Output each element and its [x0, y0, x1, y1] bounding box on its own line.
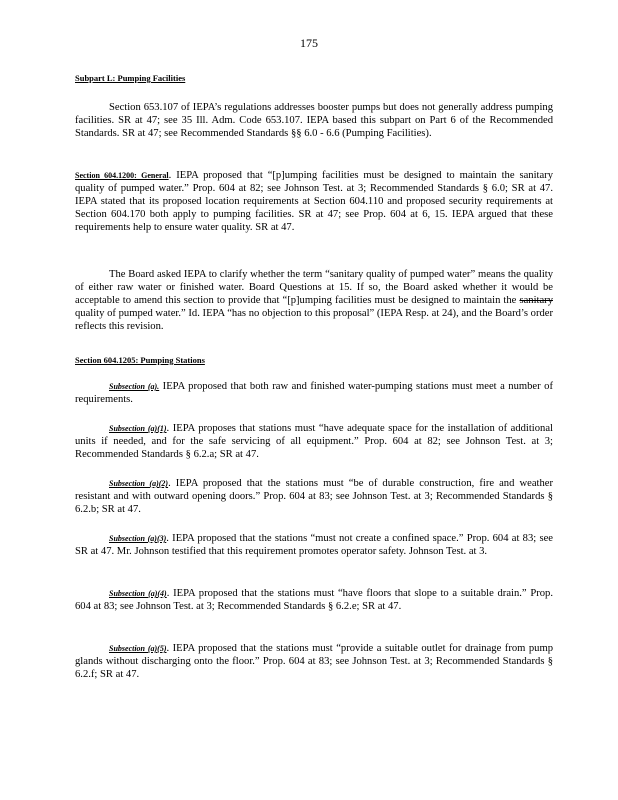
- board-text-b: quality of pumped water.” Id. IEPA “has no objection to this proposal” (IEPA Resp. at 24), and the Board’s order reflects this revision.: [75, 308, 553, 332]
- subsection-label: Subsection (a)(4): [109, 589, 167, 598]
- subsection-label: Subsection (a)(1): [109, 424, 167, 433]
- subsection-a5-paragraph: [75, 642, 553, 681]
- board-question-paragraph: [75, 268, 553, 333]
- section-1200-label: Section 604.1200: General: [75, 171, 169, 180]
- subsection-text: . IEPA proposed that the stations must “have floors that slope to a suitable drain.” Prop. 604 at 83; see Johnson Test. at 3; Recommended Standards § 6.2.e; SR at 47.: [75, 588, 553, 612]
- struck-word: sanitary: [519, 295, 553, 306]
- page-number: 175: [300, 36, 318, 50]
- subsection-a2-paragraph: [75, 477, 553, 516]
- board-text-a: The Board asked IEPA to clarify whether the term “sanitary quality of pumped water” means the quality of either raw water or finished water. Board Questions at 15. If so, the Board asked whether it would be acceptable to amend this section to provide that “[p]umping facilities must be designed to maintain the: [75, 269, 553, 306]
- subsection-label: Subsection (a)(2): [109, 479, 169, 488]
- subsection-text: . IEPA proposed that the stations must “provide a suitable outlet for drainage from pump glands without discharging onto the floor.” Prop. 604 at 83; see Johnson Test. at 3; Recommended Standards § 6.2.f; SR at 47.: [75, 643, 554, 680]
- intro-text: Section 653.107 of IEPA’s regulations addresses booster pumps but does not generally address pumping facilities. SR at 47; see 35 Ill. Adm. Code 653.107. IEPA based this subpart on Part 6 of the Recommended Standards. SR at 47; see Recommended Standards §§ 6.0 - 6.6 (Pumping Facilities).: [75, 102, 553, 139]
- intro-paragraph: [75, 101, 553, 140]
- subsection-a3-paragraph: [75, 532, 553, 558]
- subsection-label: Subsection (a)(5): [109, 644, 167, 653]
- subsection-text: IEPA proposed that both raw and finished water-pumping stations must meet a number of requirements.: [75, 381, 553, 405]
- subsection-label: Subsection (a)(3): [109, 534, 167, 543]
- subsection-a4-paragraph: [75, 587, 553, 613]
- section-1205-heading: Section 604.1205: Pumping Stations: [75, 355, 205, 365]
- subpart-heading: Subpart L: Pumping Facilities: [75, 73, 186, 83]
- subsection-label: Subsection (a).: [109, 382, 160, 391]
- subsection-a1-paragraph: [75, 422, 553, 461]
- section-1200-paragraph: [75, 169, 553, 234]
- subsection-text: . IEPA proposed that the stations “must not create a confined space.” Prop. 604 at 83; see SR at 47. Mr. Johnson testified that this requirement promotes operator safety. Johnson Test. at 3.: [75, 533, 553, 557]
- subsection-a-paragraph: [75, 380, 553, 406]
- subsection-text: . IEPA proposed that the stations must “be of durable construction, fire and weather resistant and with outward opening doors.” Prop. 604 at 83; see Johnson Test. at 3; Recommended Standards § 6.2.b; SR at 47.: [75, 478, 553, 515]
- subsection-text: . IEPA proposes that stations must “have adequate space for the installation of additional units if needed, and for the safe servicing of all equipment.” Prop. 604 at 82; see Johnson Test. at 3; Recommended Standards § 6.2.a; SR at 47.: [75, 423, 553, 460]
- section-1200-text: . IEPA proposed that “[p]umping facilities must be designed to maintain the sanitary quality of pumped water.” Prop. 604 at 82; see Johnson Test. at 3; Recommended Standards § 6.0; SR at 47. IEPA stated that its proposed location requirements at Section 604.110 and proposed security requirements at Section 604.170 both apply to pumping facilities. SR at 47; see Prop. 604 at 6, 15. IEPA argued that these requirements help to ensure water quality. SR at 47.: [75, 170, 554, 233]
